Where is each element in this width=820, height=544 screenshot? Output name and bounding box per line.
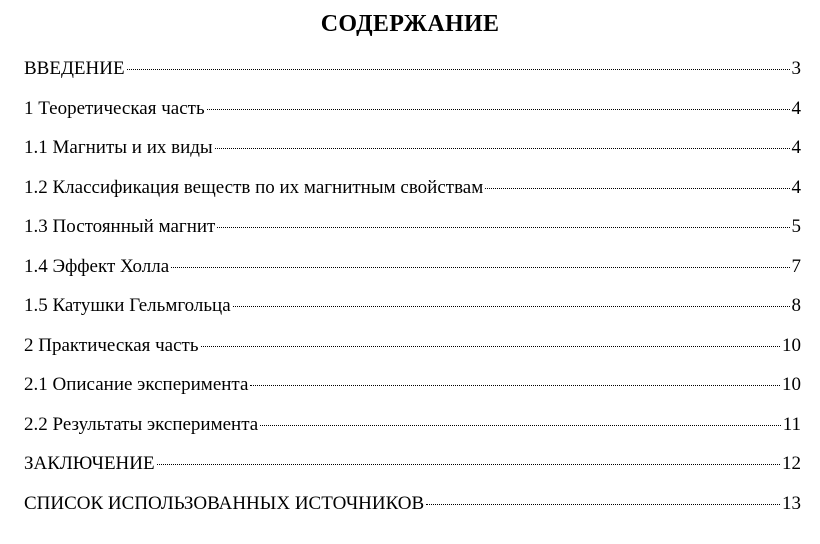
toc-entry — [24, 54, 801, 94]
toc-entry — [24, 252, 801, 292]
toc-entry-page-number: 4 — [791, 97, 801, 119]
dot-leader — [426, 504, 780, 505]
toc-entry — [24, 410, 801, 450]
toc-entry — [24, 212, 801, 252]
table-of-contents — [24, 54, 801, 528]
toc-entry-label: 1 Теоретическая часть — [24, 97, 205, 119]
toc-entry — [24, 173, 801, 213]
dot-leader — [215, 148, 790, 149]
toc-entry-label: 1.4 Эффект Холла — [24, 255, 170, 277]
toc-entry-label: 2.2 Результаты эксперимента — [24, 413, 259, 435]
toc-entry — [24, 370, 801, 410]
toc-entry-page-number: 12 — [782, 453, 801, 474]
dot-leader — [485, 188, 789, 189]
toc-entry — [24, 291, 801, 331]
toc-entry-page-number: 11 — [782, 413, 801, 435]
toc-entry-label: ВВЕДЕНИЕ — [24, 58, 125, 79]
toc-entry-label: СПИСОК ИСПОЛЬЗОВАННЫХ ИСТОЧНИКОВ — [24, 492, 425, 514]
toc-entry-page-number: 7 — [791, 255, 801, 277]
toc-entry — [24, 331, 801, 371]
page-title: СОДЕРЖАНИЕ — [320, 11, 500, 37]
toc-entry-page-number: 4 — [791, 176, 801, 198]
toc-entry-label: 2.1 Описание эксперимента — [24, 374, 249, 395]
toc-entry-page-number: 10 — [782, 334, 801, 356]
toc-entry-page-number: 4 — [791, 137, 801, 158]
dot-leader — [207, 109, 790, 110]
dot-leader — [201, 346, 780, 347]
toc-entry-page-number: 13 — [782, 492, 801, 514]
toc-entry-label: 1.2 Классификация веществ по их магнитным свойствам — [24, 176, 484, 198]
toc-entry-page-number: 10 — [782, 374, 801, 395]
dot-leader — [250, 385, 780, 386]
dot-leader — [233, 306, 790, 307]
toc-entry-label: 2 Практическая часть — [24, 334, 199, 356]
toc-entry-label: 1.5 Катушки Гельмгольца — [24, 295, 231, 316]
toc-entry — [24, 133, 801, 173]
toc-entry-page-number: 8 — [791, 295, 801, 316]
toc-entry-label: ЗАКЛЮЧЕНИЕ — [24, 453, 155, 474]
toc-entry — [24, 489, 801, 529]
dot-leader — [157, 464, 780, 465]
toc-entry-label: 1.3 Постоянный магнит — [24, 216, 216, 237]
dot-leader — [217, 227, 789, 228]
toc-entry — [24, 449, 801, 489]
dot-leader — [171, 267, 789, 268]
toc-entry — [24, 94, 801, 134]
toc-entry-page-number: 3 — [791, 58, 801, 79]
dot-leader — [260, 425, 781, 426]
toc-entry-label: 1.1 Магниты и их виды — [24, 137, 213, 158]
dot-leader — [127, 69, 790, 70]
toc-entry-page-number: 5 — [791, 216, 801, 237]
